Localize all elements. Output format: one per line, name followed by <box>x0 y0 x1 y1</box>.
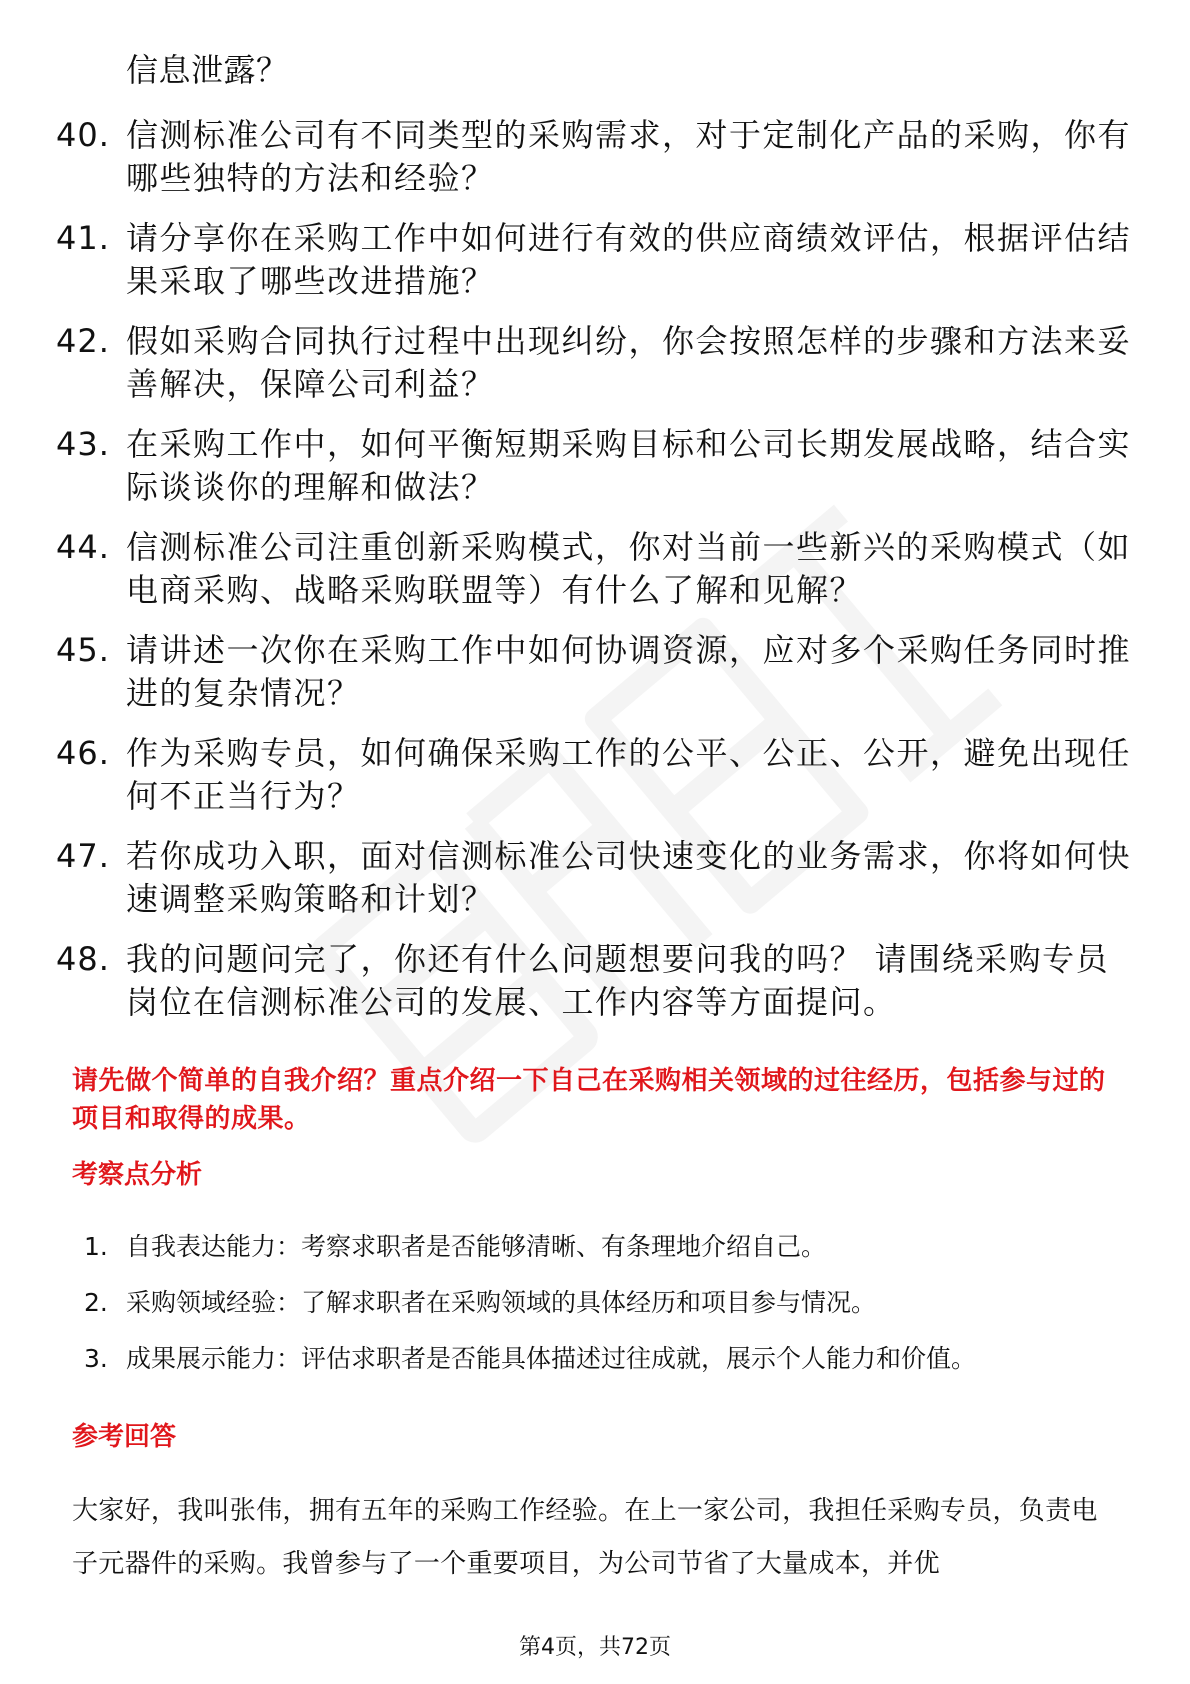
question-number: 48. <box>56 940 110 978</box>
question-item <box>56 526 1136 629</box>
question-text: 信测标准公司注重创新采购模式，你对当前一些新兴的采购模式（如电商采购、战略采购联盟等）有什么了解和见解？ <box>126 528 1132 609</box>
question-text: 我的问题问完了，你还有什么问题想要问我的吗？ 请围绕采购专员岗位在信测标准公司的发展、工作内容等方面提问。 <box>126 940 1110 1021</box>
question-item <box>56 938 1136 1041</box>
question-item <box>56 320 1136 423</box>
question-item <box>56 114 1136 217</box>
page-number: 第4页，共72页 <box>519 1635 671 1660</box>
question-number: 43. <box>56 425 110 463</box>
question-text: 假如采购合同执行过程中出现纠纷，你会按照怎样的步骤和方法来妥善解决，保障公司利益？ <box>126 322 1132 403</box>
point-text: 自我表达能力：考察求职者是否能够清晰、有条理地介绍自己。 <box>126 1232 827 1261</box>
question-list <box>56 114 1136 1041</box>
question-item <box>56 629 1136 732</box>
answer-paragraph: 大家好，我叫张伟，拥有五年的采购工作经验。在上一家公司，我担任采购专员，负责电子元器件的采购。我曾参与了一个重要项目，为公司节省了大量成本，并优 <box>72 1496 1098 1579</box>
analysis-heading: 考察点分析 <box>72 1160 203 1190</box>
question-text: 信测标准公司有不同类型的采购需求，对于定制化产品的采购，你有哪些独特的方法和经验？ <box>126 116 1132 197</box>
question-number: 44. <box>56 528 110 566</box>
highlight-question: 请先做个简单的自我介绍？重点介绍一下自己在采购相关领域的过往经历，包括参与过的项目和取得的成果。 <box>72 1066 1106 1134</box>
question-number: 41. <box>56 219 110 257</box>
analysis-point <box>84 1342 1144 1398</box>
answer-heading: 参考回答 <box>72 1422 177 1452</box>
analysis-point <box>84 1286 1144 1342</box>
question-text: 作为采购专员，如何确保采购工作的公平、公正、公开，避免出现任何不正当行为？ <box>126 734 1132 815</box>
question-text: 若你成功入职，面对信测标准公司快速变化的业务需求，你将如何快速调整采购策略和计划？ <box>126 837 1132 918</box>
analysis-point <box>84 1230 1144 1286</box>
point-text: 成果展示能力：评估求职者是否能具体描述过往成就，展示个人能力和价值。 <box>126 1344 977 1373</box>
point-number: 1. <box>84 1232 108 1261</box>
point-number: 3. <box>84 1344 108 1373</box>
analysis-points <box>84 1230 1144 1398</box>
point-text: 采购领域经验：了解求职者在采购领域的具体经历和项目参与情况。 <box>126 1288 877 1317</box>
question-text: 请分享你在采购工作中如何进行有效的供应商绩效评估，根据评估结果采取了哪些改进措施？ <box>126 219 1132 300</box>
question-number: 45. <box>56 631 110 669</box>
point-number: 2. <box>84 1288 108 1317</box>
question-text: 在采购工作中，如何平衡短期采购目标和公司长期发展战略，结合实际谈谈你的理解和做法？ <box>126 425 1132 506</box>
question-text: 请讲述一次你在采购工作中如何协调资源，应对多个采购任务同时推进的复杂情况？ <box>126 631 1132 712</box>
question-number: 46. <box>56 734 110 772</box>
question-continuation: 信息泄露？ <box>126 51 289 89</box>
question-number: 42. <box>56 322 110 360</box>
question-item <box>56 732 1136 835</box>
question-item <box>56 217 1136 320</box>
question-item <box>56 835 1136 938</box>
question-number: 47. <box>56 837 110 875</box>
question-number: 40. <box>56 116 110 154</box>
question-item <box>56 423 1136 526</box>
